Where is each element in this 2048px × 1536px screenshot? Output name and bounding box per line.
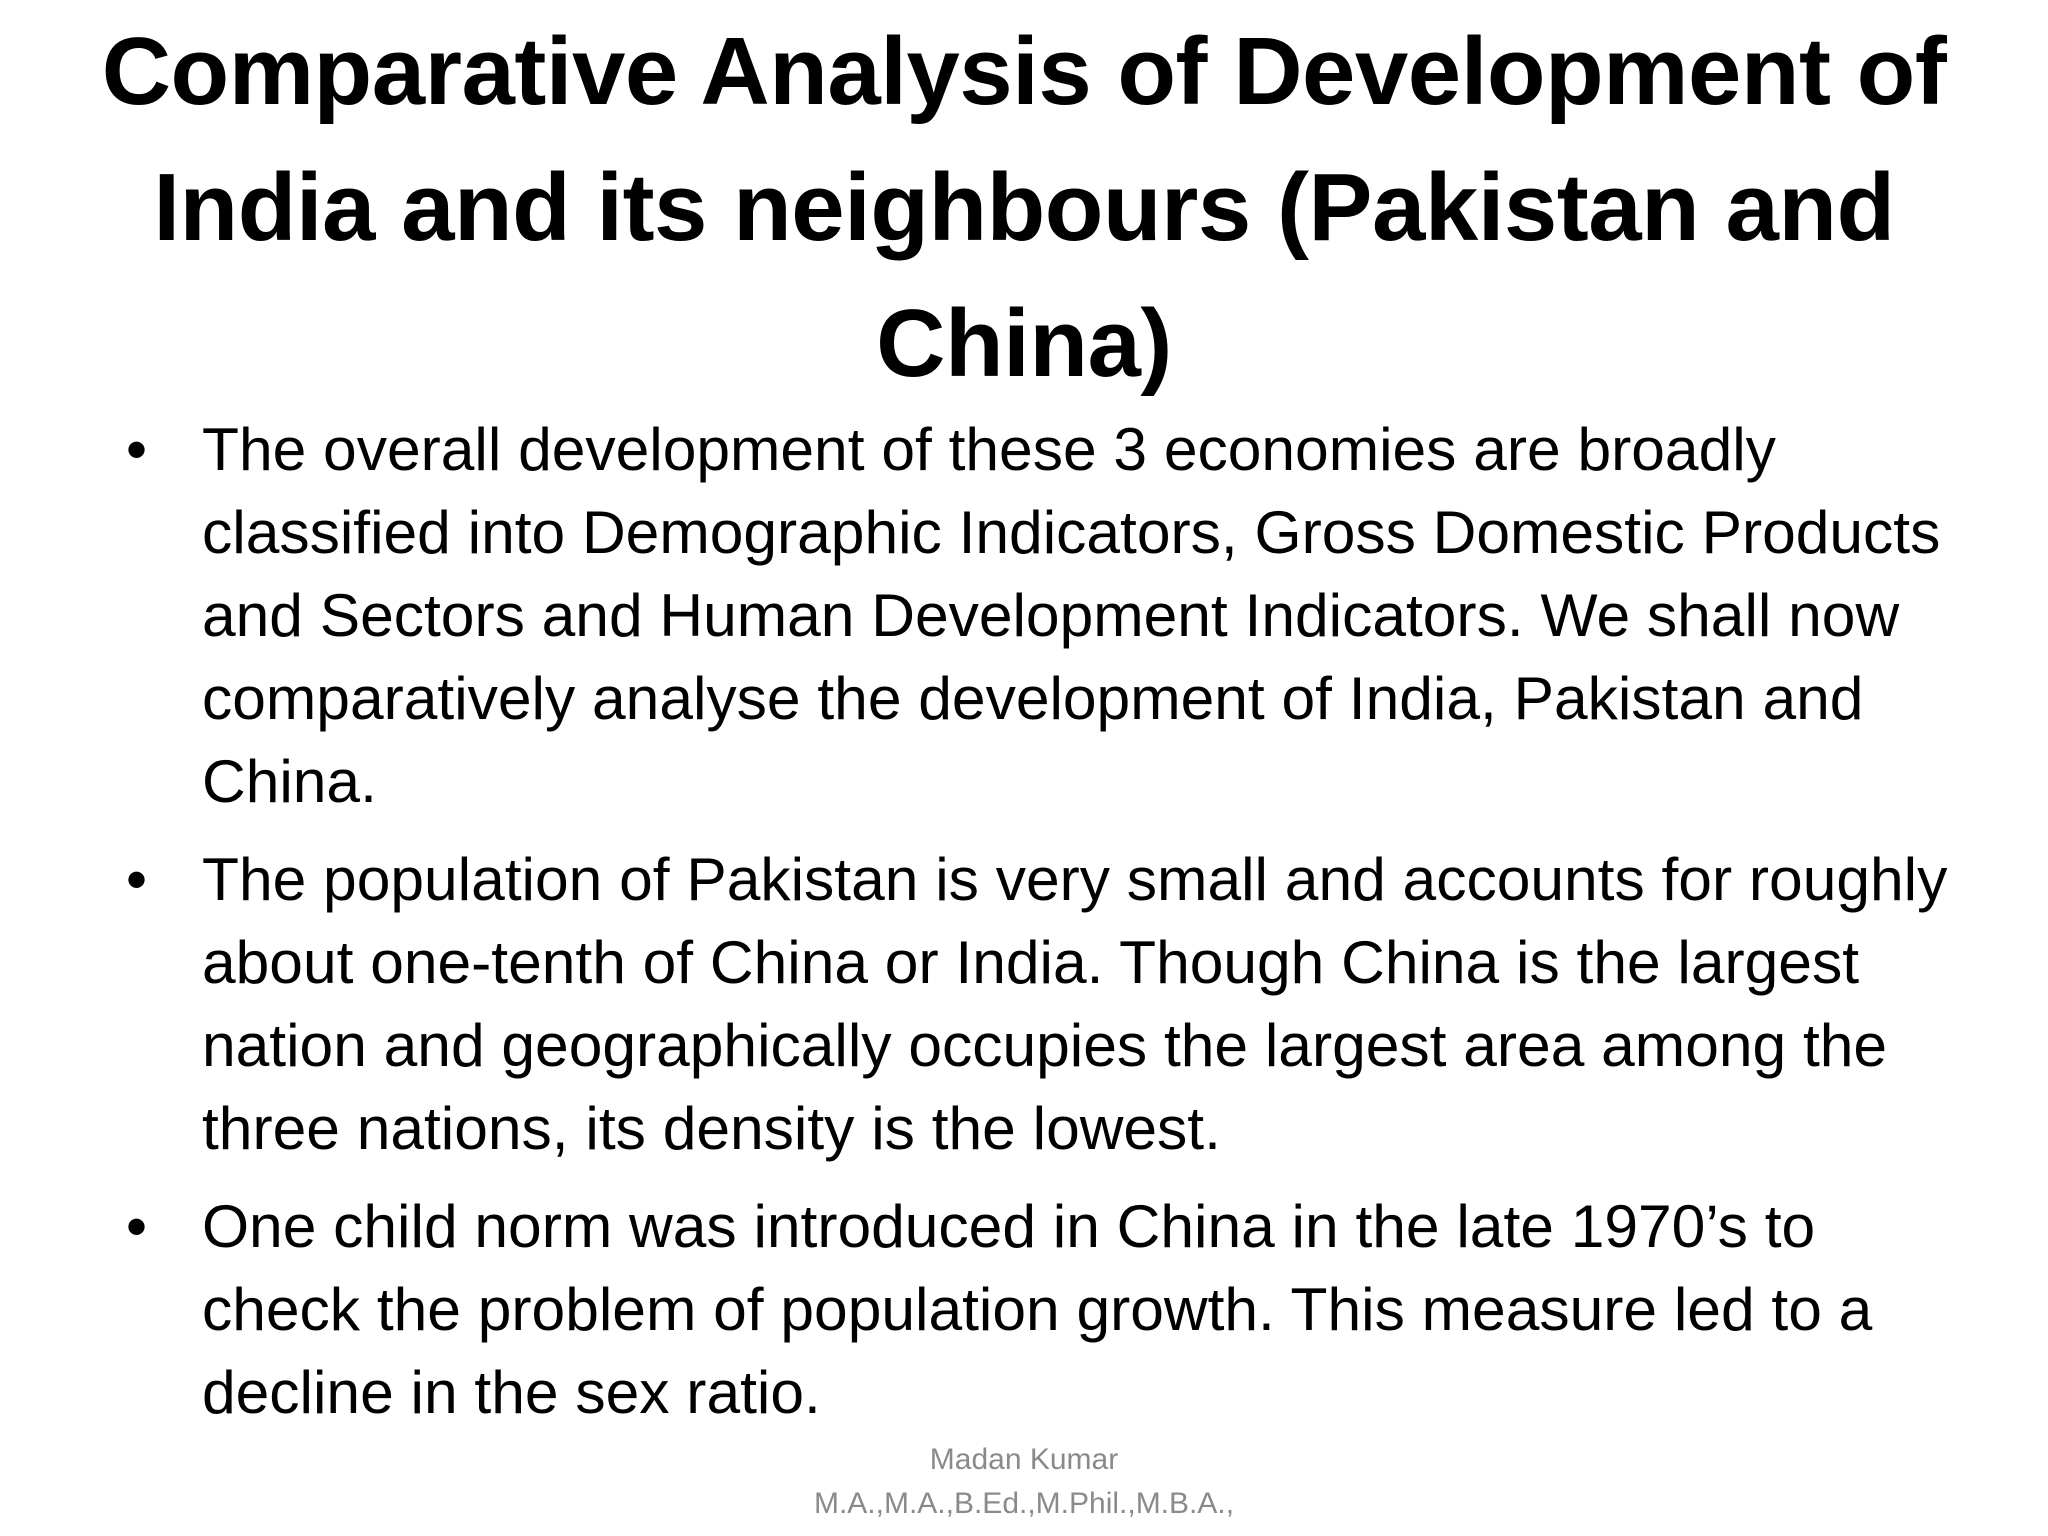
bullet-item bbox=[112, 408, 1952, 823]
bullet-text: The population of Pakistan is very small and accounts for roughly about one-tenth of China or India. Though China is the largest nation and geographically occupies the largest area among the three nations, its density is the lowest. bbox=[202, 845, 1948, 1162]
bullet-marker: • bbox=[126, 846, 148, 913]
bullet-item bbox=[112, 838, 1952, 1170]
bullet-marker: • bbox=[126, 1193, 148, 1260]
footer-author: Madan Kumar bbox=[929, 1443, 1119, 1476]
bullet-list bbox=[112, 408, 1952, 1449]
slide-title: Comparative Analysis of Development of India and its neighbours (Pakistan and China) bbox=[101, 18, 1947, 397]
footer-credentials: M.A.,M.A.,B.Ed.,M.Phil.,M.B.A., bbox=[813, 1487, 1235, 1520]
bullet-marker: • bbox=[126, 416, 148, 483]
bullet-text: One child norm was introduced in China in the late 1970’s to check the problem of population growth. This measure led to a decline in the sex ratio. bbox=[202, 1192, 1873, 1426]
bullet-item bbox=[112, 1185, 1952, 1434]
slide-footer bbox=[624, 1438, 1424, 1526]
bullet-text: The overall development of these 3 economies are broadly classified into Demographic Indicators, Gross Domestic Products and Sectors and Human Development Indicators. We shall now comparatively analyse the development of India, Pakistan and China. bbox=[202, 415, 1941, 815]
